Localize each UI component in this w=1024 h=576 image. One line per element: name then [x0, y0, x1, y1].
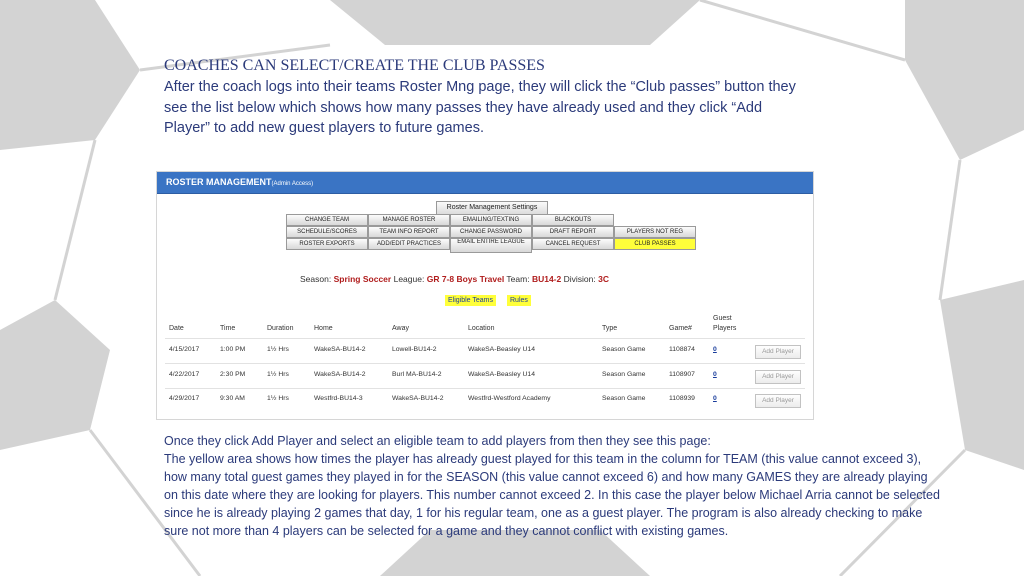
row-time: 2:30 PM [220, 371, 246, 378]
players-not-reg-button[interactable]: PLAYERS NOT REG [614, 226, 696, 238]
explanation-text [164, 432, 944, 541]
intro-paragraph: After the coach logs into their teams Roster Mng page, they will click the “Club passes” button they see the list below which shows how many passes they have already used and they click “Add Player” to add new guest players to future games. [164, 79, 796, 136]
eligible-teams-link[interactable]: Eligible Teams [445, 295, 496, 306]
column-players: Players [713, 325, 737, 332]
club-passes-button[interactable]: CLUB PASSES [614, 238, 696, 250]
team-info-report-button[interactable]: TEAM INFO REPORT [368, 226, 450, 238]
row-date: 4/15/2017 [169, 346, 200, 353]
change-team-button[interactable]: CHANGE TEAM [286, 214, 368, 226]
row-type: Season Game [602, 371, 646, 378]
league-value: GR 7-8 Boys Travel [426, 274, 505, 284]
header-subtitle: (Admin Access) [271, 181, 314, 187]
team-info-line [300, 274, 609, 284]
row-home: Westfrd-BU14-3 [314, 395, 363, 402]
row-divider [165, 388, 805, 389]
slide-title: COACHES CAN SELECT/CREATE THE CLUB PASSES [164, 57, 545, 74]
add-player-button[interactable]: Add Player [755, 394, 801, 408]
roster-management-screenshot [156, 171, 814, 420]
add-player-button[interactable]: Add Player [755, 370, 801, 384]
row-away: Lowell-BU14-2 [392, 346, 437, 353]
rules-link[interactable]: Rules [507, 295, 531, 306]
email-entire-league-button[interactable]: EMAIL ENTIRE LEAGUE [450, 238, 532, 253]
season-label: Season: [300, 274, 332, 284]
column-game-number: Game# [669, 325, 692, 332]
row-location: WakeSA-Beasley U14 [468, 371, 535, 378]
row-duration: 1½ Hrs [267, 346, 289, 353]
row-game-number: 1108874 [669, 346, 695, 353]
change-password-button[interactable]: CHANGE PASSWORD [450, 226, 532, 238]
row-type: Season Game [602, 346, 646, 353]
explanation-line-2: The yellow area shows how times the player has already guest played for this team in the column for TEAM (this value cannot exceed 3), how many total guest games they played in for the SEASON (this value cannot exceed 6) and how many GAMES they are already playing on this date where they are looking for players. This number cannot exceed 2. In this case the player below Michael Arria cannot be selected since he is already playing 2 games that day, 1 for his regular team, one as a guest player. The program is also already checking to make sure not more than 4 players can be selected for a game and they cannot conflict with existing games. [164, 452, 940, 539]
column-date: Date [169, 325, 184, 332]
row-divider [165, 363, 805, 364]
column-location: Location [468, 325, 495, 332]
column-duration: Duration [267, 325, 294, 332]
column-time: Time [220, 325, 236, 332]
row-away: Burl MA-BU14-2 [392, 371, 442, 378]
column-away: Away [392, 325, 409, 332]
league-label: League: [393, 274, 425, 284]
schedule-scores-button[interactable]: SCHEDULE/SCORES [286, 226, 368, 238]
roster-management-settings-button[interactable]: Roster Management Settings [436, 201, 548, 215]
column-type: Type [602, 325, 618, 332]
row-game-number: 1108939 [669, 395, 695, 402]
explanation-line-1: Once they click Add Player and select an eligible team to add players from then they see this page: [164, 434, 711, 448]
row-type: Season Game [602, 395, 646, 402]
header-divider [165, 338, 805, 339]
team-value: BU14-2 [531, 274, 562, 284]
cancel-request-button[interactable]: CANCEL REQUEST [532, 238, 614, 250]
add-edit-practices-button[interactable]: ADD/EDIT PRACTICES [368, 238, 450, 250]
row-time: 1:00 PM [220, 346, 246, 353]
row-location: WakeSA-Beasley U14 [468, 346, 535, 353]
row-away: WakeSA-BU14-2 [392, 395, 444, 402]
row-time: 9:30 AM [220, 395, 245, 402]
row-guest-count-link[interactable]: 0 [713, 346, 717, 353]
row-guest-count-link[interactable]: 0 [713, 371, 717, 378]
header-title: ROSTER MANAGEMENT [166, 177, 272, 187]
manage-roster-button[interactable]: MANAGE ROSTER [368, 214, 450, 226]
row-home: WakeSA-BU14-2 [314, 346, 366, 353]
roster-management-header [157, 172, 813, 194]
row-date: 4/29/2017 [169, 395, 200, 402]
division-value: 3C [598, 274, 609, 284]
season-value: Spring Soccer [333, 274, 392, 284]
emailing-texting-button[interactable]: EMAILING/TEXTING [450, 214, 532, 226]
column-home: Home [314, 325, 333, 332]
row-home: WakeSA-BU14-2 [314, 371, 366, 378]
row-guest-count-link[interactable]: 0 [713, 395, 717, 402]
row-date: 4/22/2017 [169, 371, 200, 378]
roster-exports-button[interactable]: ROSTER EXPORTS [286, 238, 368, 250]
row-location: Westfrd-Westford Academy [468, 395, 551, 402]
row-game-number: 1108907 [669, 371, 695, 378]
team-label: Team: [506, 274, 530, 284]
division-label: Division: [563, 274, 596, 284]
add-player-button[interactable]: Add Player [755, 345, 801, 359]
row-duration: 1½ Hrs [267, 395, 289, 402]
row-duration: 1½ Hrs [267, 371, 289, 378]
blackouts-button[interactable]: BLACKOUTS [532, 214, 614, 226]
draft-report-button[interactable]: DRAFT REPORT [532, 226, 614, 238]
column-guest: Guest [713, 315, 732, 322]
